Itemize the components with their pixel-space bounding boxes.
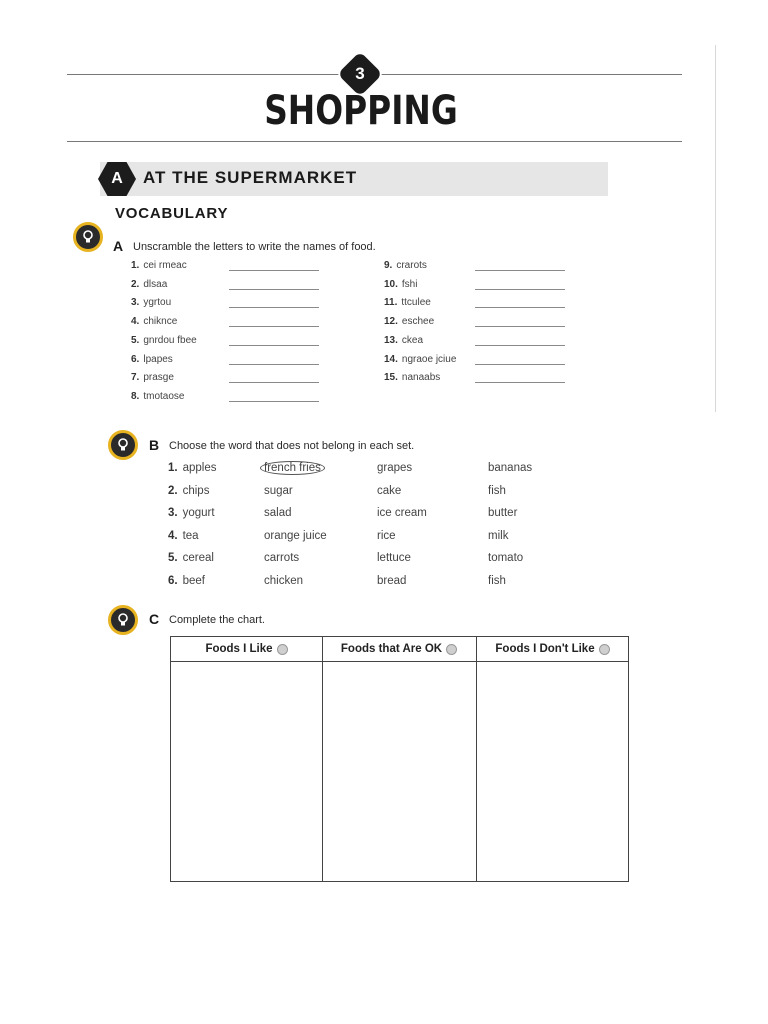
word-choice[interactable] <box>168 575 205 587</box>
word-choice[interactable] <box>377 462 412 474</box>
title-rule <box>67 141 682 142</box>
item-number: 12. <box>384 316 398 328</box>
chart-cell-like[interactable] <box>171 662 322 881</box>
lightbulb-icon <box>73 222 103 252</box>
scramble-item <box>384 354 456 365</box>
word-text: rice <box>377 529 396 542</box>
scramble-item <box>384 372 440 383</box>
lightbulb-icon <box>108 605 138 635</box>
word-choice[interactable] <box>168 507 215 519</box>
scrambled-word: prasge <box>143 372 174 384</box>
scrambled-word: cei rmeac <box>143 260 187 271</box>
word-text: tomato <box>488 552 524 565</box>
word-choice[interactable] <box>488 462 532 474</box>
word-text: carrots <box>264 552 300 565</box>
word-text: cereal <box>182 552 214 565</box>
item-number: 10. <box>384 278 398 290</box>
word-choice[interactable] <box>377 507 427 519</box>
word-choice[interactable] <box>264 507 292 519</box>
chart-header-label: Foods I Like <box>205 643 273 655</box>
page-edge-rule <box>715 45 716 412</box>
top-rule-left <box>67 74 341 75</box>
word-choice[interactable] <box>264 552 299 564</box>
answer-blank[interactable] <box>229 270 319 271</box>
chart-header-dislike <box>476 637 629 661</box>
exercise-b-letter: B <box>149 437 160 453</box>
word-choice[interactable] <box>488 507 517 519</box>
word-choice[interactable] <box>377 530 396 542</box>
exercise-a-letter: A <box>113 238 124 254</box>
chart-header-ok <box>322 637 476 661</box>
section-letter: A <box>111 170 123 187</box>
word-text: orange juice <box>264 529 327 542</box>
word-text: grapes <box>377 462 413 474</box>
item-number: 14. <box>384 353 398 365</box>
top-rule-right <box>379 74 682 75</box>
word-text: butter <box>488 507 518 520</box>
word-choice[interactable] <box>264 530 327 542</box>
item-number: 2. <box>131 278 140 290</box>
item-number: 1. <box>168 462 178 474</box>
word-choice[interactable] <box>168 530 199 542</box>
scramble-item <box>384 260 427 271</box>
exercise-c-instruction: Complete the chart. <box>169 614 265 626</box>
answer-blank[interactable] <box>475 364 565 365</box>
item-number: 5. <box>131 334 140 346</box>
answer-blank[interactable] <box>475 270 565 271</box>
item-number: 7. <box>131 372 140 384</box>
chart-header-label: Foods I Don't Like <box>495 643 595 655</box>
answer-blank[interactable] <box>229 401 319 402</box>
face-icon <box>599 644 610 655</box>
answer-blank[interactable] <box>475 326 565 327</box>
word-choice[interactable] <box>377 485 401 497</box>
scramble-item <box>384 316 434 327</box>
word-choice[interactable] <box>168 552 214 564</box>
scrambled-word: ngraoe jciue <box>401 353 457 365</box>
scrambled-word: nanaabs <box>401 372 441 384</box>
scrambled-word: eschee <box>401 316 435 328</box>
scrambled-word: tmotaose <box>143 390 185 402</box>
item-number: 11. <box>384 297 398 309</box>
answer-blank[interactable] <box>475 345 565 346</box>
item-number: 9. <box>384 260 393 271</box>
exercise-b-instruction: Choose the word that does not belong in each set. <box>169 440 415 452</box>
scramble-item <box>384 297 431 308</box>
word-text: lettuce <box>377 552 411 565</box>
chart-header-like <box>171 637 322 661</box>
page-title: SHOPPING <box>264 88 458 134</box>
answer-blank[interactable] <box>475 289 565 290</box>
food-chart <box>170 636 629 882</box>
item-number: 8. <box>131 390 140 402</box>
answer-blank[interactable] <box>229 307 319 308</box>
word-text: chips <box>182 484 210 497</box>
word-text: cake <box>377 484 402 497</box>
word-choice[interactable] <box>168 462 216 474</box>
scrambled-word: chiknce <box>143 316 178 328</box>
face-icon <box>446 644 457 655</box>
word-choice[interactable] <box>488 575 506 587</box>
lightbulb-icon <box>108 430 138 460</box>
item-number: 4. <box>168 529 178 542</box>
face-icon <box>277 644 288 655</box>
word-choice[interactable] <box>264 485 293 497</box>
word-text: bread <box>377 575 407 587</box>
section-title: AT THE SUPERMARKET <box>143 168 358 187</box>
item-number: 3. <box>131 297 140 309</box>
scramble-item <box>131 372 174 383</box>
exercise-c-letter: C <box>149 611 160 627</box>
scramble-item <box>131 354 173 365</box>
answer-blank[interactable] <box>229 326 319 327</box>
scramble-item <box>131 316 177 327</box>
answer-blank[interactable] <box>475 382 565 383</box>
scrambled-word: lpapes <box>143 353 173 365</box>
item-number: 5. <box>168 552 178 565</box>
vocabulary-heading: VOCABULARY <box>115 205 229 222</box>
scrambled-word: dlsaa <box>143 278 168 290</box>
word-text: apples <box>182 462 217 474</box>
answer-blank[interactable] <box>229 382 319 383</box>
word-choice[interactable] <box>264 462 325 474</box>
scramble-item <box>131 279 167 290</box>
chart-cell-ok[interactable] <box>323 662 476 881</box>
word-text: bananas <box>488 462 533 474</box>
scrambled-word: fshi <box>401 278 418 290</box>
item-number: 6. <box>131 353 140 365</box>
scramble-item <box>131 335 197 346</box>
word-choice[interactable] <box>488 530 508 542</box>
word-choice[interactable] <box>264 575 303 587</box>
word-text: milk <box>488 529 509 542</box>
scrambled-word: ttculee <box>401 297 431 309</box>
scramble-item <box>384 335 423 346</box>
chart-header-label: Foods that Are OK <box>340 643 443 655</box>
scrambled-word: crarots <box>396 260 427 271</box>
answer-blank[interactable] <box>475 307 565 308</box>
word-text: french fries <box>260 461 325 475</box>
scramble-item <box>131 297 171 308</box>
answer-blank[interactable] <box>229 289 319 290</box>
chart-cell-dislike[interactable] <box>477 662 628 881</box>
word-text: ice cream <box>377 507 427 520</box>
exercise-a-instruction: Unscramble the letters to write the names of food. <box>133 241 376 253</box>
item-number: 4. <box>131 316 140 328</box>
word-text: tea <box>182 529 199 542</box>
scramble-item <box>384 279 417 290</box>
word-text: yogurt <box>182 507 215 520</box>
scrambled-word: ygrtou <box>143 297 172 309</box>
word-choice[interactable] <box>488 552 523 564</box>
item-number: 1. <box>131 260 140 271</box>
item-number: 13. <box>384 334 398 346</box>
scramble-item <box>131 391 184 402</box>
answer-blank[interactable] <box>229 345 319 346</box>
item-number: 2. <box>168 484 178 497</box>
item-number: 3. <box>168 507 178 520</box>
word-text: beef <box>182 575 205 587</box>
scramble-item <box>131 260 187 271</box>
word-choice[interactable] <box>377 552 411 564</box>
word-choice[interactable] <box>377 575 406 587</box>
word-choice[interactable] <box>488 485 506 497</box>
scrambled-word: ckea <box>401 334 424 346</box>
word-text: fish <box>488 575 506 587</box>
item-number: 6. <box>168 575 178 587</box>
item-number: 15. <box>384 372 398 384</box>
scrambled-word: gnrdou fbee <box>143 334 197 346</box>
word-text: salad <box>264 507 292 520</box>
answer-blank[interactable] <box>229 364 319 365</box>
word-text: fish <box>488 484 506 497</box>
word-text: sugar <box>264 484 293 497</box>
chapter-number: 3 <box>355 64 365 83</box>
word-text: chicken <box>264 575 303 587</box>
word-choice[interactable] <box>168 485 209 497</box>
